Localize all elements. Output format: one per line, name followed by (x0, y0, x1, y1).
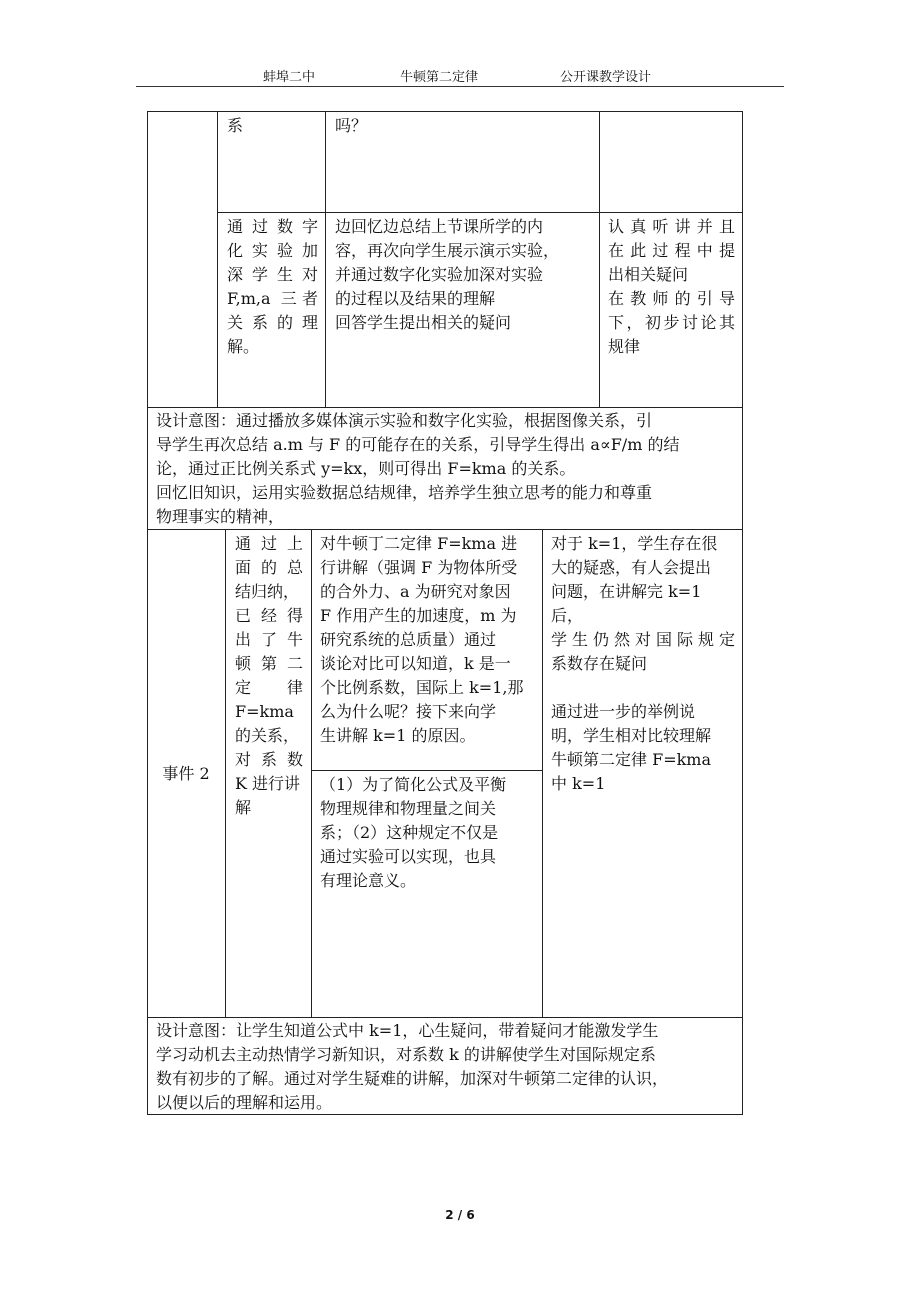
text-line: 学习动机去主动热情学习新知识，对系数 k 的讲解使学生对国际规定系 (156, 1045, 656, 1064)
text-line: 在教师的引导 (608, 289, 735, 308)
text-line: 以便以后的理解和运用。 (156, 1093, 333, 1112)
row-divider (147, 1017, 743, 1018)
text-line: 么为什么呢？接下来向学 (320, 702, 497, 721)
text-line: 下，初步讨论其 (608, 313, 735, 332)
text-line: 生讲解 k=1 的原因。 (320, 726, 476, 745)
t2-content-cell (235, 532, 303, 820)
text-line: 系；（2）这种规定不仅是 (320, 823, 499, 842)
header-doc-type: 公开课教学设计 (560, 70, 652, 85)
text-line: 行讲解（强调 F 为物体所受 (320, 558, 518, 577)
text-line: 谈论对比可以知道，k 是一 (320, 654, 511, 673)
text-line: 对于 k=1，学生存在很 (551, 534, 718, 553)
text-line: 已经得 (235, 606, 303, 625)
t2-method-cell-top (320, 532, 534, 748)
text-line: 的合外力、a 为研究对象因 (320, 582, 511, 601)
row-divider (147, 529, 743, 530)
text-line: 有理论意义。 (320, 871, 417, 890)
text-line: 大的疑惑，有人会提出 (551, 558, 712, 577)
text-line: 关系的理 (227, 313, 318, 332)
text-line: 通过进一步的举例说 (551, 702, 696, 721)
text-line: 出了牛 (235, 630, 303, 649)
text-line: 导学生再次总结 a.m 与 F 的可能存在的关系，引导学生得出 a∝F/m 的结 (156, 435, 680, 454)
text-line: 解。 (227, 337, 260, 356)
text-line: 中 k=1 (551, 774, 606, 793)
text-line: 设计意图：让学生知道公式中 k=1，心生疑问，带着疑问才能激发学生 (156, 1021, 659, 1040)
text-line: 出相关疑问 (608, 265, 689, 284)
header-topic: 牛顿第二定律 (400, 70, 479, 85)
text-line: 认真听讲并且 (608, 217, 735, 236)
row-divider (147, 407, 743, 408)
text-line: 设计意图：通过播放多媒体演示实验和数字化实验，根据图像关系，引 (156, 411, 653, 430)
text-line: 物理规律和物理量之间关 (320, 799, 497, 818)
col-divider (599, 111, 600, 407)
t2-method-cell-bottom (320, 773, 534, 893)
text-line: 在此过程中提 (608, 241, 735, 260)
col-divider (225, 529, 226, 1017)
text-line: 对牛顿丁二定律 F=kma 进 (320, 534, 518, 553)
page-header (136, 64, 784, 87)
text-line: 面的总 (235, 558, 303, 577)
text-line: 深学生对 (227, 265, 318, 284)
text-line: 解 (235, 798, 252, 817)
text-line: 的关系， (235, 726, 300, 745)
t1-design-intent (156, 409, 736, 529)
text-line: 通过实验可以实现，也具 (320, 847, 497, 866)
text-line: 问题，在讲解完 k=1 后， (551, 582, 702, 625)
text-line: F=kma (235, 702, 294, 721)
text-line: 通过上 (235, 534, 303, 553)
event-label: 事件 2 (162, 764, 210, 783)
text-line: 的过程以及结果的理解 (335, 289, 496, 308)
text-line: 物理事实的精神， (156, 507, 285, 526)
text-line: 边回忆边总结上节课所学的内 (335, 217, 544, 236)
header-school: 蚌埠二中 (263, 70, 316, 85)
t1-row1-content-cell: 系 (227, 116, 244, 135)
text-line: 通过数字 (227, 217, 318, 236)
text-line: 数有初步的了解。通过对学生疑难的讲解，加深对牛顿第二定律的认识， (156, 1069, 669, 1088)
text-line: 明，学生相对比较理解 (551, 726, 712, 745)
text-line: 结归纳， (235, 582, 300, 601)
cell-divider (311, 770, 542, 771)
text-line: F,m,a 三者 (227, 289, 318, 308)
t1-row1-method-cell: 吗？ (335, 116, 368, 135)
text-line: 系数存在疑问 (551, 654, 648, 673)
text-line: 学生仍然对国际规定 (551, 630, 735, 649)
text-line: （1）为了简化公式及平衡 (320, 775, 507, 794)
t1-row2-content-cell (227, 215, 318, 359)
col-divider (311, 529, 312, 1017)
text-line: 研究系统的总质量）通过 (320, 630, 497, 649)
text-line: F 作用产生的加速度，m 为 (320, 606, 517, 625)
text-line: 牛顿第二定律 F=kma (551, 750, 712, 769)
row-divider (217, 212, 743, 213)
text-line: 回忆旧知识，运用实验数据总结规律，培养学生独立思考的能力和尊重 (156, 483, 653, 502)
col-divider (217, 111, 218, 407)
col-divider (325, 111, 326, 407)
t1-row2-method-cell (335, 215, 593, 335)
text-line: 并通过数字化实验加深对实验 (335, 265, 544, 284)
text-line: 定 律 (235, 678, 303, 697)
text-line: 规律 (608, 337, 641, 356)
text-line: 容，再次向学生展示演示实验， (335, 241, 560, 260)
text-line: 回答学生提出相关的疑问 (335, 313, 512, 332)
col-divider (542, 529, 543, 1017)
text-line: 顿第二 (235, 654, 303, 673)
text-line: 个比例系数，国际上 k=1,那 (320, 678, 524, 697)
t2-design-intent (156, 1019, 736, 1115)
text-line: 化实验加 (227, 241, 318, 260)
text-line (551, 676, 735, 700)
text-line: 对系数 (235, 750, 303, 769)
t2-student-cell (551, 532, 735, 796)
page-number: 2 / 6 (445, 1208, 475, 1222)
t1-row2-student-cell (608, 215, 735, 359)
text-line: 论，通过正比例关系式 y=kx，则可得出 F=kma 的关系。 (156, 459, 576, 478)
text-line: K 进行讲 (235, 774, 301, 793)
